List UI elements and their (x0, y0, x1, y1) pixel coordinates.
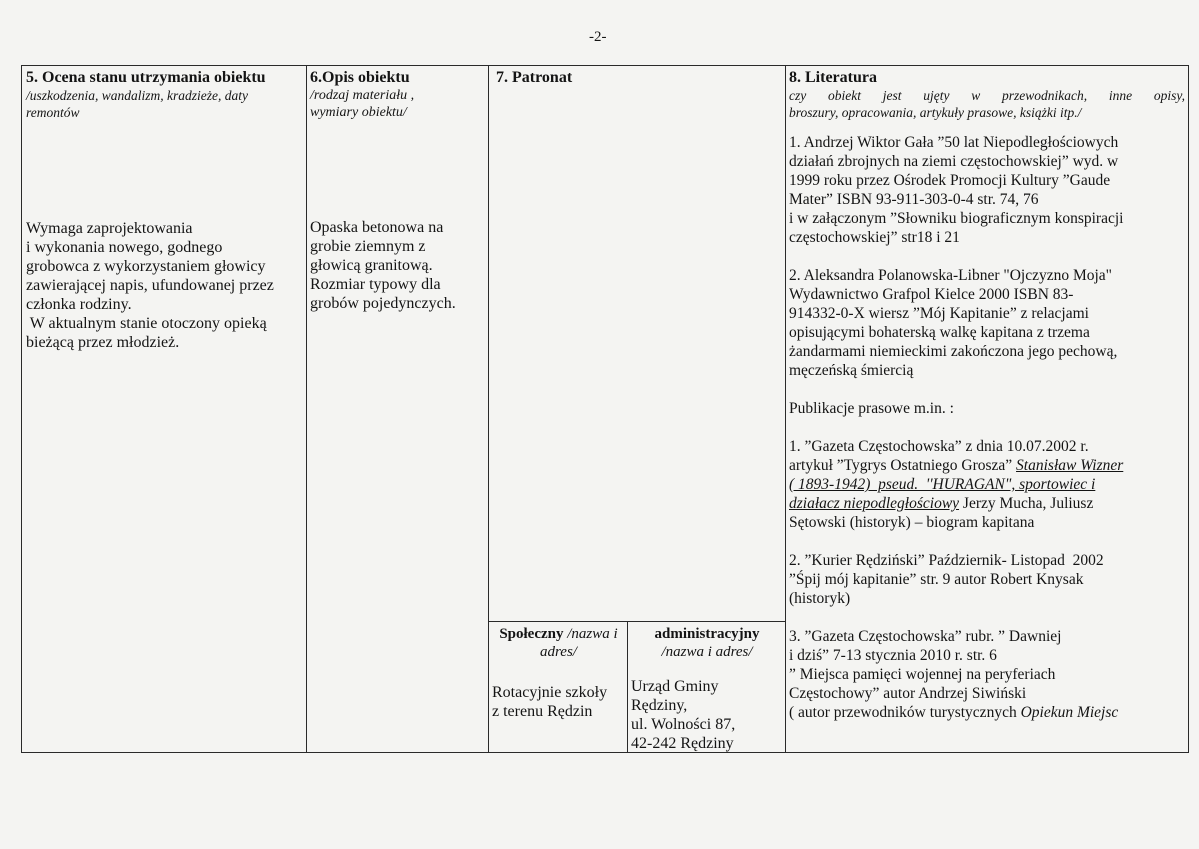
column-divider (785, 66, 786, 752)
text-line: Rotacyjnie szkoły (492, 684, 608, 701)
text-line: z terenu Rędzin (492, 703, 593, 720)
admin-hint: /nazwa i adres/ (661, 644, 753, 660)
col6-title: 6.Opis obiektu (310, 69, 410, 86)
patronat-social (492, 625, 625, 661)
text-span: ( autor przewodników turystycznych (789, 704, 1021, 721)
col5-assessment (26, 69, 302, 352)
social-label: Społeczny (499, 626, 564, 642)
text-line: Rozmiar typowy dla (310, 276, 441, 293)
text-line: 1999 roku przez Ośrodek Promocji Kultury ”Gaude (789, 172, 1111, 189)
text-line: Mater” ISBN 93-911-303-0-4 str. 74, 76 (789, 191, 1039, 208)
text-line: (historyk) (789, 590, 851, 607)
lit-entry-press-2 (789, 551, 1185, 608)
text-line: Opaska betonowa na (310, 219, 444, 236)
col5-subtitle: /uszkodzenia, wandalizm, kradzieże, daty remontów (26, 88, 248, 120)
col5-text (26, 219, 302, 352)
text-span: artykuł ”Tygrys Ostatniego Grosza” (789, 457, 1017, 474)
patronat-admin-value (631, 677, 783, 753)
col5-title: 5. Ocena stanu utrzymania obiektu (26, 69, 266, 86)
page-number: -2- (589, 29, 607, 45)
text-line: W aktualnym stanie otoczony opieką (26, 315, 267, 332)
patronat-divider (627, 621, 628, 752)
text-line: 1. ”Gazeta Częstochowska” z dnia 10.07.2002 r. (789, 438, 1089, 455)
col6-text (310, 218, 484, 313)
text-line: opisującymi bohaterską walkę kapitana z trzema (789, 324, 1090, 341)
admin-label: administracyjny (654, 626, 760, 642)
lit-entry-press-3 (789, 627, 1185, 722)
text-span: Jerzy Mucha, Juliusz (959, 495, 1094, 512)
column-divider (306, 66, 307, 752)
text-line: ” Miejsca pamięci wojennej na peryferiach (789, 666, 1056, 683)
text-line: głowicą granitową. (310, 257, 433, 274)
col8-literature (789, 69, 1185, 722)
patronat-social-value (492, 683, 625, 721)
text-line: działań zbrojnych na ziemi częstochowskiej” wyd. w (789, 153, 1119, 170)
text-line: bieżącą przez młodzież. (26, 334, 180, 351)
text-line: i w załączonym ”Słowniku biograficznym konspiracji (789, 210, 1124, 227)
social-hint-2: adres/ (540, 644, 577, 660)
text-line: 2. ”Kurier Rędziński” Październik- Listopad 2002 (789, 552, 1104, 569)
text-line: i wykonania nowego, godnego (26, 239, 223, 256)
underlined-name: Stanisław Wizner (1016, 457, 1124, 474)
text-line: 914332-0-X wiersz ”Mój Kapitanie” z relacjami (789, 305, 1089, 322)
text-line: ”Śpij mój kapitanie” str. 9 autor Robert Knysak (789, 571, 1084, 588)
text-line: ( 1893-1942) pseud. ''HURAGAN", sportowiec i (789, 476, 1096, 493)
text-line: 1. Andrzej Wiktor Gała ”50 lat Niepodległościowych (789, 134, 1119, 151)
column-divider (488, 66, 489, 752)
col6-subtitle-line: /rodzaj materiału , (310, 88, 415, 103)
patronat-admin (631, 625, 783, 661)
social-hint: /nazwa i (567, 626, 618, 642)
text-line: żandarmami niemieckimi zakończona jego pechową, (789, 343, 1118, 360)
col6-subtitle (310, 87, 484, 121)
text-line: grobie ziemnym z (310, 238, 426, 255)
text-line: członka rodziny. (26, 296, 132, 313)
col7-patronage (496, 69, 776, 87)
patronat-divider (488, 621, 786, 622)
text-line: 42-242 Rędziny (631, 735, 734, 752)
col6-subtitle-line: wymiary obiektu/ (310, 105, 407, 120)
lit-press-heading: Publikacje prasowe m.in. : (789, 400, 954, 417)
col6-description (310, 69, 484, 313)
text-line: Wymaga zaprojektowania (26, 220, 193, 237)
text-line (789, 494, 1185, 513)
text-line: ul. Wolności 87, (631, 716, 736, 733)
lit-entry-1 (789, 133, 1185, 247)
text-line (789, 703, 1185, 722)
col7-title: 7. Patronat (496, 69, 573, 86)
text-line: Urząd Gminy (631, 678, 719, 695)
text-line: 3. ”Gazeta Częstochowska” rubr. ” Dawniej (789, 628, 1062, 645)
text-line: i dziś” 7-13 stycznia 2010 r. str. 6 (789, 647, 997, 664)
form-table (21, 65, 1189, 753)
lit-entry-press-1 (789, 437, 1185, 532)
underlined-text: działacz niepodległościowy (789, 495, 960, 512)
text-line: grobowca z wykorzystaniem głowicy (26, 258, 266, 275)
text-line: zawierającej napis, ufundowanej przez (26, 277, 274, 294)
text-line: męczeńską śmiercią (789, 362, 914, 379)
text-line: częstochowskiej” str18 i 21 (789, 229, 960, 246)
text-line: 2. Aleksandra Polanowska-Libner "Ojczyzno Moja" (789, 267, 1113, 284)
col8-title: 8. Literatura (789, 69, 877, 86)
col8-subtitle-1: czy obiekt jest ujęty w przewodnikach, inne opisy, (789, 88, 1185, 103)
lit-entry-2 (789, 266, 1185, 380)
text-line: Sętowski (historyk) – biogram kapitana (789, 514, 1035, 531)
italic-text: Opiekun Miejsc (1020, 704, 1119, 721)
text-line: Wydawnictwo Grafpol Kielce 2000 ISBN 83- (789, 286, 1074, 303)
col8-subtitle-2: broszury, opracowania, artykuły prasowe, książki itp./ (789, 105, 1082, 120)
text-line: grobów pojedynczych. (310, 295, 456, 312)
text-line (789, 456, 1185, 475)
text-line: Rędziny, (631, 697, 688, 714)
text-line: Częstochowy” autor Andrzej Siwiński (789, 685, 1027, 702)
